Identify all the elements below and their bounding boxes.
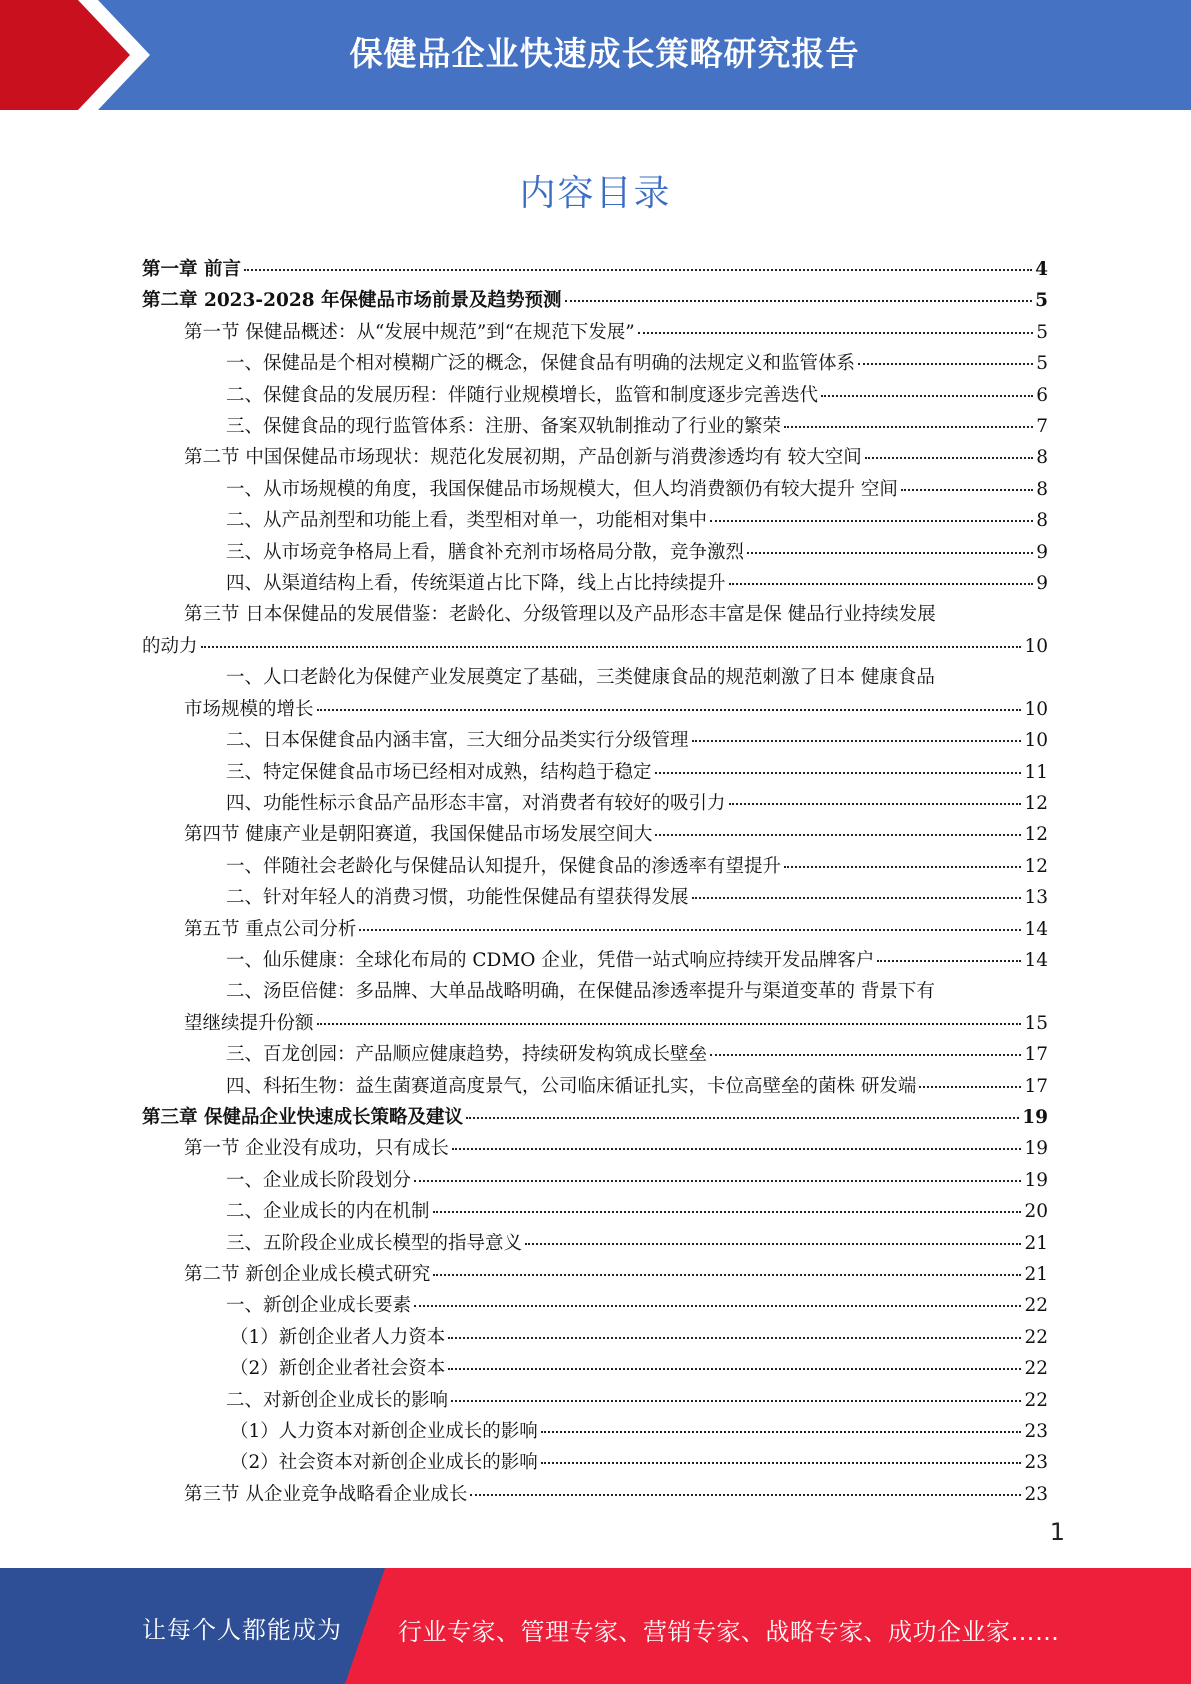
- toc-dot-leader: [858, 362, 1033, 365]
- toc-page-number: 21: [1024, 1264, 1048, 1285]
- toc-page-number: 23: [1024, 1421, 1048, 1443]
- toc-entry-title: 第二章 2023-2028 年保健品市场前景及趋势预测: [142, 290, 562, 312]
- toc-page-number: 19: [1024, 1169, 1048, 1191]
- toc-entry-title: 第一章 前言: [142, 259, 241, 280]
- toc-entry-title: 三、百龙创园：产品顺应健康趋势，持续研发构筑成长壁垒: [226, 1044, 708, 1066]
- toc-page-number: 7: [1036, 416, 1048, 438]
- toc-entry[interactable]: [142, 1228, 1048, 1259]
- toc-entry[interactable]: [142, 1008, 1048, 1039]
- toc-dot-leader: [655, 833, 1021, 836]
- toc-page-number: 12: [1024, 855, 1048, 877]
- page-number: 1: [1049, 1518, 1065, 1546]
- toc-entry-title: 二、保健食品的发展历程：伴随行业规模增长，监管和制度逐步完善迭代: [226, 384, 819, 406]
- toc-entry-title: 二、针对年轻人的消费习惯，功能性保健品有望获得发展: [226, 887, 689, 909]
- toc-entry[interactable]: [142, 757, 1048, 788]
- toc-entry[interactable]: [142, 631, 1048, 662]
- toc-entry[interactable]: [142, 285, 1048, 316]
- toc-entry-title: 三、从市场竞争格局上看，膳食补充剂市场格局分散，竞争激烈: [226, 541, 745, 563]
- toc-entry-title: 一、新创企业成长要素: [226, 1295, 412, 1317]
- toc-entry[interactable]: [142, 1196, 1048, 1227]
- toc-dot-leader: [244, 268, 1032, 271]
- toc-dot-leader: [565, 299, 1033, 302]
- toc-dot-leader: [692, 739, 1022, 742]
- toc-dot-leader: [541, 1461, 1022, 1464]
- toc-entry-title: 四、功能性标示食品产品形态丰富，对消费者有较好的吸引力: [226, 792, 726, 814]
- toc-page-number: 21: [1024, 1232, 1048, 1254]
- toc-page-number: 12: [1024, 824, 1048, 846]
- toc-entry-title: 三、特定保健食品市场已经相对成熟，结构趋于稳定: [226, 761, 652, 783]
- toc-dot-leader: [451, 1399, 1021, 1402]
- toc-page-number: 17: [1024, 1044, 1048, 1066]
- toc-entry[interactable]: [142, 474, 1048, 505]
- toc-entry-title: 第三章 保健品企业快速成长策略及建议: [142, 1106, 463, 1128]
- toc-entry-title: （1）新创企业者人力资本: [230, 1326, 446, 1348]
- toc-dot-leader: [452, 1147, 1022, 1150]
- toc-page-number: 22: [1024, 1358, 1048, 1380]
- toc-page-number: 14: [1024, 918, 1048, 940]
- toc-entry-title: 市场规模的增长: [184, 698, 314, 720]
- toc-entry-title: （1）人力资本对新创企业成长的影响: [230, 1421, 538, 1443]
- toc-entry[interactable]: [142, 537, 1048, 568]
- toc-entry[interactable]: [142, 914, 1048, 945]
- toc-page-number: 10: [1024, 698, 1048, 720]
- toc-page-number: 8: [1036, 478, 1048, 500]
- toc-dot-leader: [901, 488, 1033, 491]
- toc-page-number: 11: [1024, 761, 1048, 783]
- toc-dot-leader: [710, 1053, 1021, 1056]
- toc-entry[interactable]: [142, 1479, 1048, 1510]
- toc-entry[interactable]: [142, 1259, 1048, 1290]
- toc-dot-leader: [470, 1493, 1021, 1496]
- toc-entry-line[interactable]: 二、汤臣倍健：多品牌、大单品战略明确，在保健品渗透率提升与渠道变革的 背景下有: [226, 981, 935, 1003]
- toc-dot-leader: [729, 802, 1022, 805]
- toc-entry-title: 第四节 健康产业是朝阳赛道，我国保健品市场发展空间大: [184, 824, 653, 846]
- toc-page-number: 12: [1024, 792, 1048, 814]
- toc-page-number: 23: [1024, 1483, 1048, 1505]
- toc-entry[interactable]: [142, 411, 1048, 442]
- toc-page-number: 19: [1022, 1106, 1048, 1128]
- toc-entry[interactable]: [142, 1353, 1048, 1384]
- toc-page-number: 23: [1024, 1452, 1048, 1474]
- toc-page-number: 22: [1024, 1295, 1048, 1317]
- toc-dot-leader: [541, 1430, 1022, 1433]
- toc-dot-leader: [784, 865, 1021, 868]
- toc-dot-leader: [525, 1242, 1021, 1245]
- toc-entry[interactable]: [142, 945, 1048, 976]
- toc-entry[interactable]: [142, 348, 1048, 379]
- toc-dot-leader: [317, 1022, 1022, 1025]
- toc-entry-title: 四、科拓生物：益生菌赛道高度景气，公司临床循证扎实，卡位高壁垒的菌株 研发端: [226, 1075, 917, 1097]
- toc-dot-leader: [317, 708, 1022, 711]
- toc-entry-title: 一、企业成长阶段划分: [226, 1169, 412, 1191]
- toc-page-number: 22: [1024, 1326, 1048, 1348]
- toc-entry-title: 一、从市场规模的角度，我国保健品市场规模大，但人均消费额仍有较大提升 空间: [226, 478, 898, 500]
- toc-dot-leader: [655, 771, 1022, 774]
- toc-entry[interactable]: [142, 1290, 1048, 1321]
- toc-entry[interactable]: [142, 819, 1048, 850]
- toc-dot-leader: [359, 928, 1021, 931]
- toc-dot-leader: [433, 1273, 1021, 1276]
- toc-entry[interactable]: [142, 317, 1048, 348]
- toc-entry[interactable]: [142, 380, 1048, 411]
- toc-dot-leader: [201, 645, 1022, 648]
- toc-entry-title: （2）新创企业者社会资本: [230, 1358, 446, 1380]
- toc-dot-leader: [821, 394, 1033, 397]
- toc-heading: 内容目录: [519, 173, 672, 214]
- toc-entry-title: 二、企业成长的内在机制: [226, 1201, 430, 1223]
- toc-page-number: 4: [1035, 259, 1048, 280]
- toc-page-number: 9: [1036, 541, 1048, 563]
- toc-entry-title: 望继续提升份额: [184, 1012, 314, 1034]
- toc-entry[interactable]: [142, 568, 1048, 599]
- toc-dot-leader: [919, 1085, 1021, 1088]
- toc-entry-line[interactable]: 第三节 日本保健品的发展借鉴：老龄化、分级管理以及产品形态丰富是保 健品行业持续发展: [184, 604, 936, 626]
- toc-entry-title: 三、保健食品的现行监管体系：注册、备案双轨制推动了行业的繁荣: [226, 416, 782, 438]
- toc-page-number: 5: [1036, 321, 1048, 343]
- toc-entry-title: 第二节 新创企业成长模式研究: [184, 1264, 431, 1285]
- toc-dot-leader: [877, 959, 1021, 962]
- table-of-contents: [142, 254, 1048, 1510]
- toc-entry-title: 一、保健品是个相对模糊广泛的概念，保健食品有明确的法规定义和监管体系: [226, 353, 856, 375]
- toc-dot-leader: [433, 1210, 1022, 1213]
- toc-page-number: 15: [1024, 1012, 1048, 1034]
- toc-entry[interactable]: [142, 1447, 1048, 1478]
- toc-entry-line[interactable]: 一、人口老龄化为保健产业发展奠定了基础，三类健康食品的规范刺激了日本 健康食品: [226, 667, 935, 689]
- footer-roles: 行业专家、管理专家、营销专家、战略专家、成功企业家……: [398, 1618, 1060, 1646]
- toc-page-number: 5: [1035, 290, 1048, 312]
- toc-page-number: 8: [1036, 447, 1048, 469]
- toc-page-number: 8: [1036, 510, 1048, 532]
- toc-dot-leader: [865, 456, 1033, 459]
- toc-dot-leader: [448, 1336, 1021, 1339]
- toc-entry-title: 二、对新创企业成长的影响: [226, 1389, 449, 1411]
- toc-entry-title: 第三节 从企业竞争战略看企业成长: [184, 1483, 468, 1505]
- toc-dot-leader: [692, 896, 1022, 899]
- toc-entry[interactable]: [142, 851, 1048, 882]
- toc-dot-leader: [784, 425, 1033, 428]
- toc-page-number: 5: [1036, 353, 1048, 375]
- toc-entry[interactable]: [142, 442, 1048, 473]
- toc-entry-title: 的动力: [142, 635, 198, 657]
- toc-entry[interactable]: [142, 1416, 1048, 1447]
- toc-entry-title: 三、五阶段企业成长模型的指导意义: [226, 1232, 523, 1254]
- toc-page-number: 13: [1024, 887, 1048, 909]
- toc-entry[interactable]: [142, 1102, 1048, 1133]
- toc-dot-leader: [638, 331, 1034, 334]
- toc-entry[interactable]: [142, 788, 1048, 819]
- toc-entry[interactable]: [142, 1385, 1048, 1416]
- toc-entry-title: 二、日本保健食品内涵丰富，三大细分品类实行分级管理: [226, 730, 689, 752]
- toc-entry-title: 一、仙乐健康：全球化布局的 CDMO 企业，凭借一站式响应持续开发品牌客户: [226, 949, 875, 971]
- toc-page-number: 14: [1024, 949, 1048, 971]
- toc-page-number: 6: [1036, 384, 1048, 406]
- toc-entry-title: 四、从渠道结构上看，传统渠道占比下降，线上占比持续提升: [226, 573, 726, 595]
- toc-entry[interactable]: [142, 1165, 1048, 1196]
- toc-page-number: 10: [1024, 635, 1048, 657]
- toc-page-number: 20: [1024, 1201, 1048, 1223]
- toc-dot-leader: [414, 1179, 1021, 1182]
- toc-entry[interactable]: [142, 1071, 1048, 1102]
- toc-dot-leader: [710, 519, 1033, 522]
- toc-entry-title: 第一节 企业没有成功，只有成长: [184, 1138, 449, 1160]
- toc-entry[interactable]: [142, 694, 1048, 725]
- toc-page-number: 10: [1024, 730, 1048, 752]
- toc-dot-leader: [466, 1116, 1019, 1119]
- toc-page-number: 22: [1024, 1389, 1048, 1411]
- toc-entry[interactable]: [142, 1039, 1048, 1070]
- toc-entry-title: （2）社会资本对新创企业成长的影响: [230, 1452, 538, 1474]
- report-title: 保健品企业快速成长策略研究报告: [349, 34, 860, 73]
- toc-entry-title: 二、从产品剂型和功能上看，类型相对单一，功能相对集中: [226, 510, 708, 532]
- toc-entry[interactable]: [142, 505, 1048, 536]
- toc-dot-leader: [448, 1367, 1021, 1370]
- toc-entry[interactable]: [142, 1133, 1048, 1164]
- toc-entry-title: 第一节 保健品概述：从“发展中规范”到“在规范下发展”: [184, 321, 635, 343]
- toc-entry[interactable]: [142, 882, 1048, 913]
- footer-slogan: 让每个人都能成为: [142, 1616, 342, 1644]
- toc-entry-title: 第二节 中国保健品市场现状：规范化发展初期，产品创新与消费渗透均有 较大空间: [184, 447, 862, 469]
- toc-entry-title: 一、伴随社会老龄化与保健品认知提升，保健食品的渗透率有望提升: [226, 855, 782, 877]
- toc-dot-leader: [747, 551, 1033, 554]
- toc-entry[interactable]: [142, 1322, 1048, 1353]
- toc-dot-leader: [414, 1304, 1021, 1307]
- toc-page-number: 9: [1036, 573, 1048, 595]
- toc-page-number: 19: [1024, 1138, 1048, 1160]
- toc-entry[interactable]: [142, 725, 1048, 756]
- toc-page-number: 17: [1024, 1075, 1048, 1097]
- toc-entry[interactable]: [142, 254, 1048, 285]
- toc-dot-leader: [729, 582, 1034, 585]
- toc-entry-title: 第五节 重点公司分析: [184, 918, 357, 940]
